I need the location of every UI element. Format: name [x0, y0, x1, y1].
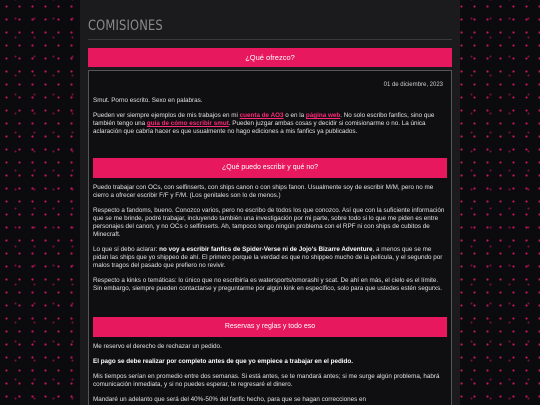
rules-text-bold: El pago se debe realizar por completo antes de que yo empiece a trabajar en el pedido. — [93, 358, 354, 365]
what-block — [93, 184, 447, 293]
rules-block — [93, 343, 447, 404]
intro-text-d: . Pueden juzgar ambas cosas y decidir si comisionarme o no. La única aclaración que cabría hacer es que usualmente no hago ediciones a mis fanfics ya publicados. — [93, 120, 426, 135]
title-divider — [88, 39, 452, 40]
page-column — [80, 0, 460, 405]
content-box — [88, 70, 452, 405]
intro-block — [93, 97, 447, 136]
what-paragraph-2: Respecto a fandoms, bueno. Conozco varios, pero no escribo de todos los que conozco. Así que con la suficiente información que se me brinde, podré trabajar, incluyendo también una investigación por mi parte, sobre todo si lo que me piden es entre personajes del canon, y no OCs o selfinserts. Ah, tampoco tengo ningún problema con el RPF ni con ships de cubitos de Minecraft. — [93, 207, 445, 238]
intro-text-c: . No solo escribo fanfics, sino que también tengo una — [93, 112, 435, 127]
rules-paragraph-1: Me reservo el derecho de rechazar un pedido. — [93, 343, 222, 350]
rules-paragraph-2 — [93, 358, 447, 366]
intro-paragraph — [93, 112, 447, 136]
section-header-offer: ¿Qué ofrezco? — [88, 48, 452, 67]
what-paragraph-3 — [93, 246, 447, 270]
section-header-rules: Reservas y reglas y todo eso — [93, 317, 447, 337]
site-title: COMISIONES — [88, 18, 163, 34]
intro-text-a: Pueden ver siempre ejemplos de mis trabajos en mi — [93, 112, 240, 119]
section-header-what: ¿Qué puedo escribir y qué no? — [93, 158, 447, 178]
what-text-b: , a menos que se me pidan las ships que yo shippeo de ahí. El primero porque la verdad es que no shippeo mucho de la película, y el segundo por malos tragos del pasado que prefiero no revivir. — [93, 246, 443, 269]
what-text-bold: no voy a escribir fanfics de Spider-Verse ni de Jojo's Bizarre Adventure — [159, 246, 373, 253]
smut-guide-link[interactable]: guía de cómo escribir smut — [146, 120, 229, 127]
what-paragraph-1: Puedo trabajar con OCs, con selfinserts, con ships canon o con ships fanon. Usualmente soy de escribir M/M, pero no me cierro a ofrecer escribir F/F y F/M. (Los genitales son lo de menos.) — [93, 184, 434, 199]
ao3-link[interactable]: cuenta de AO3 — [239, 112, 284, 119]
post-date: 01 de diciembre, 2023 — [383, 82, 443, 88]
rules-paragraph-4: Mandaré un adelanto que será del 40%-50% del fanfic hecho, para que se hagan correcciones en — [93, 396, 367, 403]
what-text-a: Lo que sí debo aclarar: — [93, 246, 160, 253]
intro-text-b: o en la — [283, 112, 306, 119]
what-paragraph-4: Respecto a kinks o temáticas: lo único que no escribiría es watersports/omorashi y scat. De ahí en más, el cielo es el límite. Sin embargo, siempre pueden contactarse y preguntarme por algún kink en específico, solo para que ustedes estén segurxs. — [93, 277, 442, 292]
website-link[interactable]: página web — [305, 112, 341, 119]
intro-line: Smut. Porno escrito. Sexo en palabras. — [93, 97, 203, 104]
rules-paragraph-3: Mis tiempos serían en promedio entre dos semanas. Si está antes, se te mandará antes; si me surge algún problema, habrá comunicación inmediata, y si no puedes esperar, te regresaré el dinero. — [93, 373, 440, 388]
